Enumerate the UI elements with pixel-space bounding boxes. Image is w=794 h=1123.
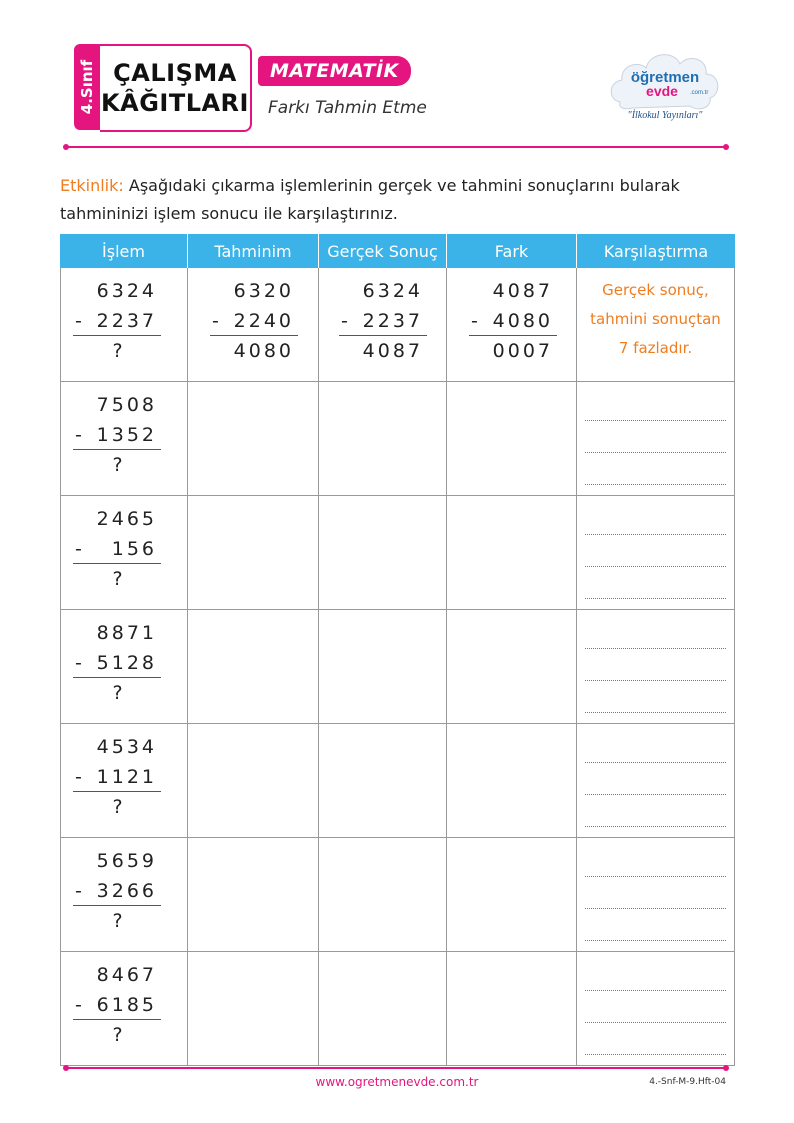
answer-line[interactable]: [585, 534, 726, 535]
subtraction: [471, 276, 553, 366]
header-actual: Gerçek Sonuç: [319, 234, 447, 268]
minus-sign: -: [75, 538, 85, 560]
estimate-answer-cell[interactable]: [188, 610, 319, 723]
estimate-answer-cell[interactable]: [188, 382, 319, 495]
example-actual-cell: [319, 268, 447, 381]
result-bar: [469, 335, 557, 336]
minuend: 8871: [96, 622, 157, 644]
difference-answer-cell[interactable]: [447, 952, 577, 1065]
minus-sign: -: [75, 994, 85, 1016]
exercise-row: [60, 382, 735, 496]
subtraction: [75, 276, 157, 366]
result: ?: [112, 682, 126, 704]
logo-text-2: evde: [646, 83, 678, 99]
result: ?: [112, 796, 126, 818]
difference-answer-cell[interactable]: [447, 382, 577, 495]
footer-code: 4.-Snf-M-9.Hft-04: [649, 1077, 726, 1087]
title-line-1: ÇALIŞMA: [113, 59, 237, 87]
answer-line[interactable]: [585, 484, 726, 485]
estimate-answer-cell[interactable]: [188, 838, 319, 951]
grade-label: 4.Sınıf: [78, 59, 96, 115]
operation-cell: [60, 838, 188, 951]
result: ?: [112, 454, 126, 476]
subtrahend-line: [75, 420, 157, 450]
result: ?: [112, 568, 126, 590]
subtraction: [75, 618, 157, 708]
subtrahend-line: [75, 306, 157, 336]
comparison-line: tahmini sonuçtan: [590, 310, 721, 328]
subtrahend: 3266: [96, 880, 157, 902]
logo-tagline: "İlkokul Yayınları": [627, 110, 703, 121]
example-difference-cell: [447, 268, 577, 381]
logo-text-1: öğretmen: [630, 69, 700, 86]
minuend: 4087: [492, 280, 553, 302]
minus-sign: -: [75, 424, 85, 446]
subtraction: [75, 960, 157, 1050]
estimate-answer-cell[interactable]: [188, 496, 319, 609]
minus-sign: -: [471, 310, 481, 332]
minuend: 6320: [233, 280, 294, 302]
subtrahend-line: [212, 306, 294, 336]
answer-line[interactable]: [585, 566, 726, 567]
operation-cell: [60, 952, 188, 1065]
estimate-answer-cell[interactable]: [188, 724, 319, 837]
minuend: 5659: [96, 850, 157, 872]
actual-answer-cell[interactable]: [319, 382, 447, 495]
table-header: [60, 234, 735, 268]
minuend: 2465: [96, 508, 157, 530]
example-row: [60, 268, 735, 382]
subtraction: [75, 732, 157, 822]
exercise-row: [60, 952, 735, 1066]
answer-line[interactable]: [585, 452, 726, 453]
footer-url[interactable]: www.ogretmenevde.com.tr: [315, 1075, 479, 1089]
result: 0007: [492, 340, 553, 362]
grade-badge: [74, 44, 100, 130]
operation-cell: [60, 382, 188, 495]
subtrahend: 6185: [96, 994, 157, 1016]
actual-answer-cell[interactable]: [319, 496, 447, 609]
subtrahend-line: [75, 534, 157, 564]
result-bar: [73, 563, 161, 564]
worksheet-title: [100, 44, 252, 132]
result: ?: [112, 340, 126, 362]
subtrahend: 156: [102, 538, 157, 560]
result-bar: [339, 335, 427, 336]
minuend: 8467: [96, 964, 157, 986]
example-estimate-cell: [188, 268, 319, 381]
subject-label: MATEMATİK: [258, 56, 411, 86]
minus-sign: -: [75, 310, 85, 332]
comparison-answer-cell[interactable]: [577, 724, 735, 837]
answer-line[interactable]: [585, 826, 726, 827]
subtrahend: 4080: [492, 310, 553, 332]
minuend: 7508: [96, 394, 157, 416]
comparison-answer-cell[interactable]: [577, 382, 735, 495]
subtrahend-line: [471, 306, 553, 336]
actual-answer-cell[interactable]: [319, 952, 447, 1065]
actual-answer-cell[interactable]: [319, 610, 447, 723]
header-divider: [66, 146, 726, 148]
header-estimate: Tahminim: [188, 234, 319, 268]
subtrahend-line: [341, 306, 423, 336]
minuend: 6324: [96, 280, 157, 302]
topic-label: Farkı Tahmin Etme: [268, 98, 427, 118]
example-comparison-cell: [577, 268, 735, 381]
subtrahend-line: [75, 876, 157, 906]
header-operation: İşlem: [60, 234, 188, 268]
header-comparison: Karşılaştırma: [603, 241, 709, 261]
actual-answer-cell[interactable]: [319, 724, 447, 837]
subtrahend: 1352: [96, 424, 157, 446]
exercise-row: [60, 724, 735, 838]
subtraction: [75, 504, 157, 594]
logo-domain: .com.tr: [690, 90, 709, 96]
subtrahend-line: [75, 990, 157, 1020]
comparison-answer-cell[interactable]: [577, 496, 735, 609]
minus-sign: -: [75, 652, 85, 674]
header-difference: Fark: [447, 234, 577, 268]
difference-answer-cell[interactable]: [447, 610, 577, 723]
minus-sign: -: [75, 766, 85, 788]
answer-line[interactable]: [585, 420, 726, 421]
minus-sign: -: [212, 310, 222, 332]
answer-line[interactable]: [585, 990, 726, 991]
comparison-answer-cell[interactable]: [577, 952, 735, 1065]
actual-answer-cell[interactable]: [319, 838, 447, 951]
subtrahend: 1121: [96, 766, 157, 788]
comparison-line: 7 fazladır.: [618, 339, 693, 357]
instruction-body: Aşağıdaki çıkarma işlemlerinin gerçek ve tahmini sonuçlarını bularak tahmininizi işlem sonucu ile karşılaştırınız.: [60, 176, 680, 223]
minus-sign: -: [341, 310, 351, 332]
answer-line[interactable]: [585, 712, 726, 713]
estimate-answer-cell[interactable]: [188, 952, 319, 1065]
subtraction: [341, 276, 423, 366]
publisher-logo: [606, 42, 724, 128]
answer-line[interactable]: [585, 1054, 726, 1055]
difference-answer-cell[interactable]: [447, 496, 577, 609]
operation-cell: [60, 724, 188, 837]
exercise-row: [60, 496, 735, 610]
result-bar: [73, 1019, 161, 1020]
subtrahend: 2237: [96, 310, 157, 332]
result-bar: [73, 449, 161, 450]
subtrahend-line: [75, 648, 157, 678]
result: 4087: [362, 340, 423, 362]
exercise-row: [60, 610, 735, 724]
exercise-row: [60, 838, 735, 952]
instruction-keyword: Etkinlik:: [60, 176, 124, 195]
answer-line[interactable]: [585, 648, 726, 649]
subtrahend-line: [75, 762, 157, 792]
minus-sign: -: [75, 880, 85, 902]
minuend: 4534: [96, 736, 157, 758]
result-bar: [73, 791, 161, 792]
answer-line[interactable]: [585, 762, 726, 763]
subtrahend: 2240: [233, 310, 294, 332]
result-bar: [73, 905, 161, 906]
result: ?: [112, 1024, 126, 1046]
result: 4080: [233, 340, 294, 362]
difference-answer-cell[interactable]: [447, 724, 577, 837]
subtraction: [75, 846, 157, 936]
answer-line[interactable]: [585, 876, 726, 877]
answer-line[interactable]: [585, 908, 726, 909]
answer-line[interactable]: [585, 680, 726, 681]
comparison-answer-cell[interactable]: [577, 610, 735, 723]
subtrahend: 5128: [96, 652, 157, 674]
minuend: 6324: [362, 280, 423, 302]
answer-line[interactable]: [585, 1022, 726, 1023]
subtraction: [75, 390, 157, 480]
answer-line[interactable]: [585, 940, 726, 941]
operation-cell: [60, 610, 188, 723]
result-bar: [73, 335, 161, 336]
result-bar: [210, 335, 298, 336]
result: ?: [112, 910, 126, 932]
instruction-text: [60, 172, 740, 228]
comparison-line: Gerçek sonuç,: [602, 281, 709, 299]
answer-line[interactable]: [585, 598, 726, 599]
difference-answer-cell[interactable]: [447, 838, 577, 951]
footer-divider: [66, 1067, 726, 1069]
answer-line[interactable]: [585, 794, 726, 795]
title-line-2: KÂĞITLARI: [101, 89, 249, 117]
example-operation-cell: [60, 268, 188, 381]
comparison-answer-cell[interactable]: [577, 838, 735, 951]
result-bar: [73, 677, 161, 678]
subtraction: [212, 276, 294, 366]
operation-cell: [60, 496, 188, 609]
worksheet-table: [60, 234, 735, 1066]
subtrahend: 2237: [362, 310, 423, 332]
comparison-text: [577, 276, 734, 363]
